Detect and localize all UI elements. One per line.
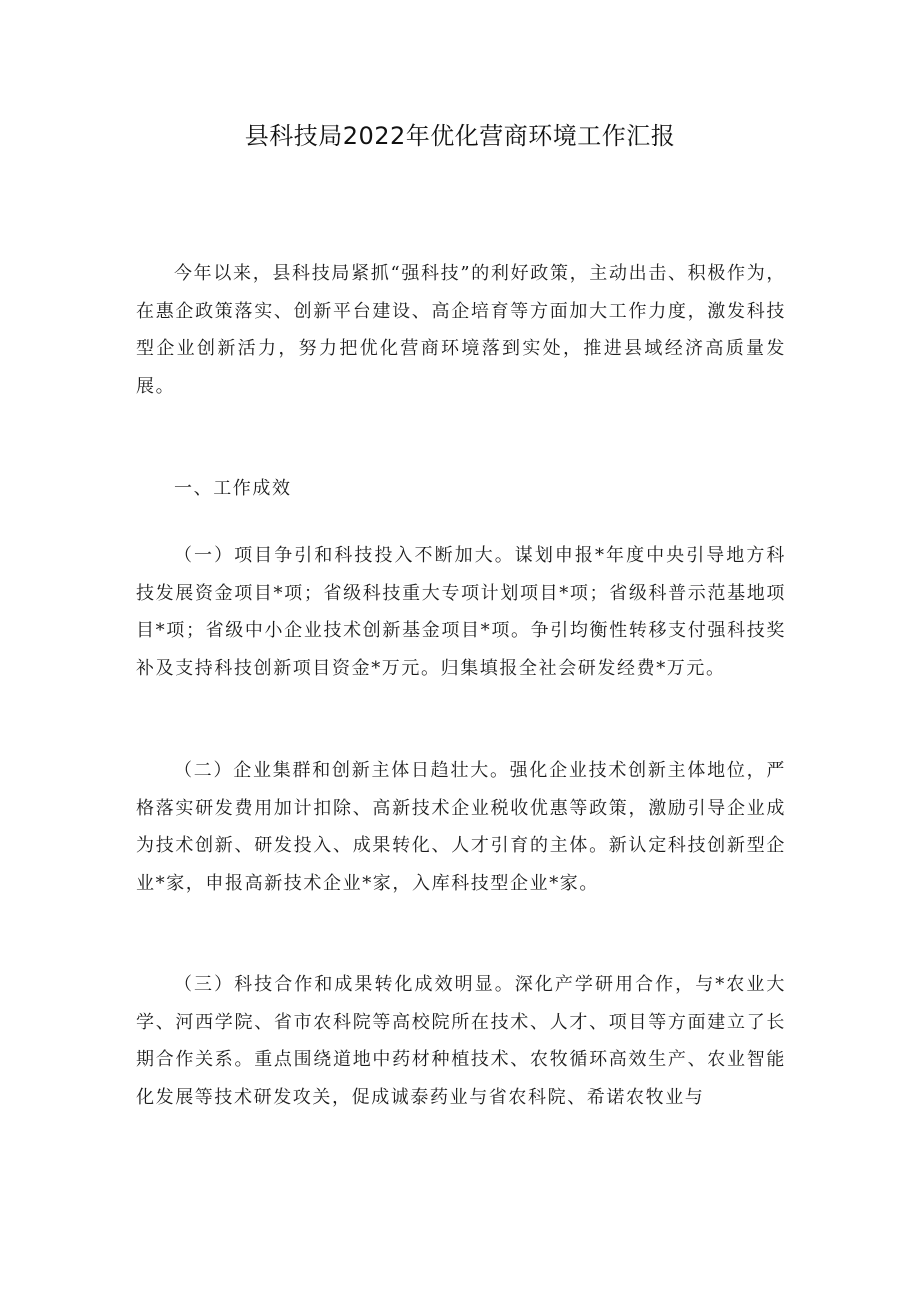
- intro-paragraph: 今年以来，县科技局紧抓“强科技”的利好政策，主动出击、积极作为，在惠企政策落实、创新平台建设、高企培育等方面加大工作力度，激发科技型企业创新活力，努力把优化营商环境落到实处，推进县域经济高质量发展。: [136, 263, 786, 397]
- subsection-paragraph-1: （一）项目争引和科技投入不断加大。谋划申报*年度中央引导地方科技发展资金项目*项；省级科技重大专项计划项目*项；省级科普示范基地项目*项；省级中小企业技术创新基金项目*项。争引均衡性转移支付强科技奖补及支持科技创新项目资金*万元。归集填报全社会研发经费*万元。: [136, 545, 786, 679]
- document-title: 县科技局2022年优化营商环境工作汇报: [244, 122, 676, 150]
- subsection-paragraph-3: （三）科技合作和成果转化成效明显。深化产学研用合作，与*农业大学、河西学院、省市农科院等高校院所在技术、人才、项目等方面建立了长期合作关系。重点围绕道地中药材种植技术、农牧循环高效生产、农业智能化发展等技术研发攻关，促成诚泰药业与省农科院、希诺农牧业与: [136, 974, 786, 1108]
- subsection-paragraph-2: （二）企业集群和创新主体日趋壮大。强化企业技术创新主体地位，严格落实研发费用加计扣除、高新技术企业税收优惠等政策，激励引导企业成为技术创新、研发投入、成果转化、人才引育的主体。新认定科技创新型企业*家，申报高新技术企业*家，入库科技型企业*家。: [136, 760, 786, 894]
- section-heading: 一、工作成效: [174, 478, 292, 499]
